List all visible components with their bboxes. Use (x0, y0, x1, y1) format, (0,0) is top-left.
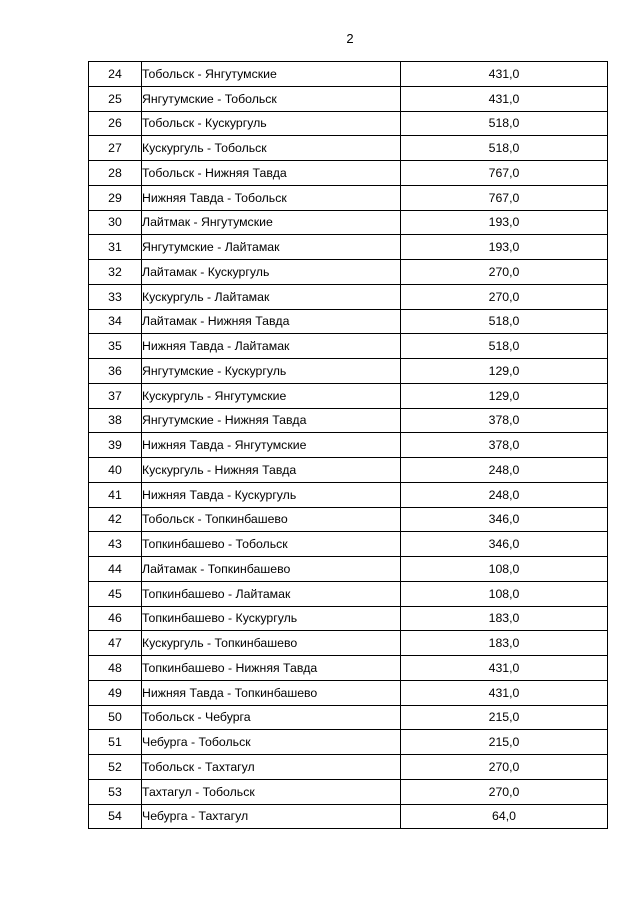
distance-cell: 108,0 (401, 581, 608, 606)
route-name-cell: Тобольск - Янгутумские (142, 62, 401, 87)
row-number-cell: 27 (89, 136, 142, 161)
distance-cell: 193,0 (401, 235, 608, 260)
route-name-cell: Тобольск - Тахтагул (142, 755, 401, 780)
table-row (89, 210, 608, 235)
table-row (89, 309, 608, 334)
route-name-cell: Кускургуль - Лайтамак (142, 284, 401, 309)
table-row (89, 680, 608, 705)
distance-cell: 431,0 (401, 656, 608, 681)
row-number-cell: 32 (89, 260, 142, 285)
row-number-cell: 44 (89, 557, 142, 582)
row-number-cell: 28 (89, 161, 142, 186)
route-name-cell: Нижняя Тавда - Кускургуль (142, 482, 401, 507)
table-row (89, 656, 608, 681)
row-number-cell: 49 (89, 680, 142, 705)
row-number-cell: 43 (89, 532, 142, 557)
route-name-cell: Тобольск - Нижняя Тавда (142, 161, 401, 186)
table-row (89, 86, 608, 111)
route-name-cell: Топкинбашево - Тобольск (142, 532, 401, 557)
row-number-cell: 48 (89, 656, 142, 681)
row-number-cell: 50 (89, 705, 142, 730)
distance-cell: 129,0 (401, 383, 608, 408)
distance-cell: 346,0 (401, 507, 608, 532)
row-number-cell: 37 (89, 383, 142, 408)
table-row (89, 433, 608, 458)
row-number-cell: 36 (89, 359, 142, 384)
route-name-cell: Нижняя Тавда - Янгутумские (142, 433, 401, 458)
row-number-cell: 40 (89, 458, 142, 483)
distance-cell: 518,0 (401, 309, 608, 334)
row-number-cell: 47 (89, 631, 142, 656)
distance-cell: 108,0 (401, 557, 608, 582)
distance-cell: 64,0 (401, 804, 608, 829)
routes-table-body (89, 62, 608, 829)
route-name-cell: Кускургуль - Нижняя Тавда (142, 458, 401, 483)
distance-cell: 518,0 (401, 334, 608, 359)
table-row (89, 136, 608, 161)
table-row (89, 532, 608, 557)
distance-cell: 248,0 (401, 482, 608, 507)
distance-cell: 270,0 (401, 779, 608, 804)
row-number-cell: 45 (89, 581, 142, 606)
row-number-cell: 26 (89, 111, 142, 136)
distance-cell: 431,0 (401, 86, 608, 111)
route-name-cell: Тобольск - Кускургуль (142, 111, 401, 136)
distance-cell: 193,0 (401, 210, 608, 235)
row-number-cell: 34 (89, 309, 142, 334)
table-row (89, 62, 608, 87)
route-name-cell: Лайтамак - Топкинбашево (142, 557, 401, 582)
route-name-cell: Янгутумские - Лайтамак (142, 235, 401, 260)
route-name-cell: Нижняя Тавда - Тобольск (142, 185, 401, 210)
route-name-cell: Кускургуль - Янгутумские (142, 383, 401, 408)
row-number-cell: 24 (89, 62, 142, 87)
distance-cell: 215,0 (401, 730, 608, 755)
table-row (89, 631, 608, 656)
route-name-cell: Топкинбашево - Нижняя Тавда (142, 656, 401, 681)
distance-cell: 270,0 (401, 260, 608, 285)
row-number-cell: 42 (89, 507, 142, 532)
row-number-cell: 31 (89, 235, 142, 260)
table-row (89, 507, 608, 532)
distance-cell: 518,0 (401, 111, 608, 136)
table-row (89, 185, 608, 210)
route-name-cell: Чебурга - Тахтагул (142, 804, 401, 829)
row-number-cell: 41 (89, 482, 142, 507)
row-number-cell: 29 (89, 185, 142, 210)
table-row (89, 557, 608, 582)
table-row (89, 359, 608, 384)
table-row (89, 408, 608, 433)
route-name-cell: Кускургуль - Топкинбашево (142, 631, 401, 656)
row-number-cell: 52 (89, 755, 142, 780)
route-name-cell: Янгутумские - Тобольск (142, 86, 401, 111)
table-row (89, 755, 608, 780)
table-row (89, 334, 608, 359)
table-row (89, 284, 608, 309)
distance-cell: 215,0 (401, 705, 608, 730)
table-row (89, 260, 608, 285)
distance-cell: 346,0 (401, 532, 608, 557)
distance-cell: 183,0 (401, 606, 608, 631)
table-row (89, 111, 608, 136)
route-name-cell: Тобольск - Чебурга (142, 705, 401, 730)
table-row (89, 606, 608, 631)
row-number-cell: 33 (89, 284, 142, 309)
route-name-cell: Тобольск - Топкинбашево (142, 507, 401, 532)
table-row (89, 235, 608, 260)
route-name-cell: Топкинбашево - Кускургуль (142, 606, 401, 631)
route-name-cell: Кускургуль - Тобольск (142, 136, 401, 161)
route-name-cell: Лайтмак - Янгутумские (142, 210, 401, 235)
routes-table (88, 61, 608, 829)
distance-cell: 129,0 (401, 359, 608, 384)
distance-cell: 270,0 (401, 284, 608, 309)
row-number-cell: 39 (89, 433, 142, 458)
row-number-cell: 30 (89, 210, 142, 235)
route-name-cell: Топкинбашево - Лайтамак (142, 581, 401, 606)
distance-cell: 431,0 (401, 680, 608, 705)
distance-cell: 767,0 (401, 161, 608, 186)
distance-cell: 248,0 (401, 458, 608, 483)
distance-cell: 518,0 (401, 136, 608, 161)
distance-cell: 270,0 (401, 755, 608, 780)
table-row (89, 161, 608, 186)
distance-cell: 183,0 (401, 631, 608, 656)
row-number-cell: 35 (89, 334, 142, 359)
distance-cell: 378,0 (401, 408, 608, 433)
route-name-cell: Тахтагул - Тобольск (142, 779, 401, 804)
route-name-cell: Чебурга - Тобольск (142, 730, 401, 755)
route-name-cell: Янгутумские - Нижняя Тавда (142, 408, 401, 433)
table-row (89, 804, 608, 829)
table-row (89, 383, 608, 408)
row-number-cell: 53 (89, 779, 142, 804)
table-row (89, 779, 608, 804)
table-row (89, 458, 608, 483)
route-name-cell: Нижняя Тавда - Топкинбашево (142, 680, 401, 705)
table-row (89, 482, 608, 507)
table-row (89, 581, 608, 606)
table-row (89, 705, 608, 730)
route-name-cell: Лайтамак - Кускургуль (142, 260, 401, 285)
row-number-cell: 38 (89, 408, 142, 433)
row-number-cell: 46 (89, 606, 142, 631)
row-number-cell: 54 (89, 804, 142, 829)
distance-cell: 431,0 (401, 62, 608, 87)
route-name-cell: Янгутумские - Кускургуль (142, 359, 401, 384)
page-number: 2 (346, 31, 354, 46)
row-number-cell: 51 (89, 730, 142, 755)
distance-cell: 378,0 (401, 433, 608, 458)
table-row (89, 730, 608, 755)
distance-cell: 767,0 (401, 185, 608, 210)
route-name-cell: Нижняя Тавда - Лайтамак (142, 334, 401, 359)
row-number-cell: 25 (89, 86, 142, 111)
route-name-cell: Лайтамак - Нижняя Тавда (142, 309, 401, 334)
